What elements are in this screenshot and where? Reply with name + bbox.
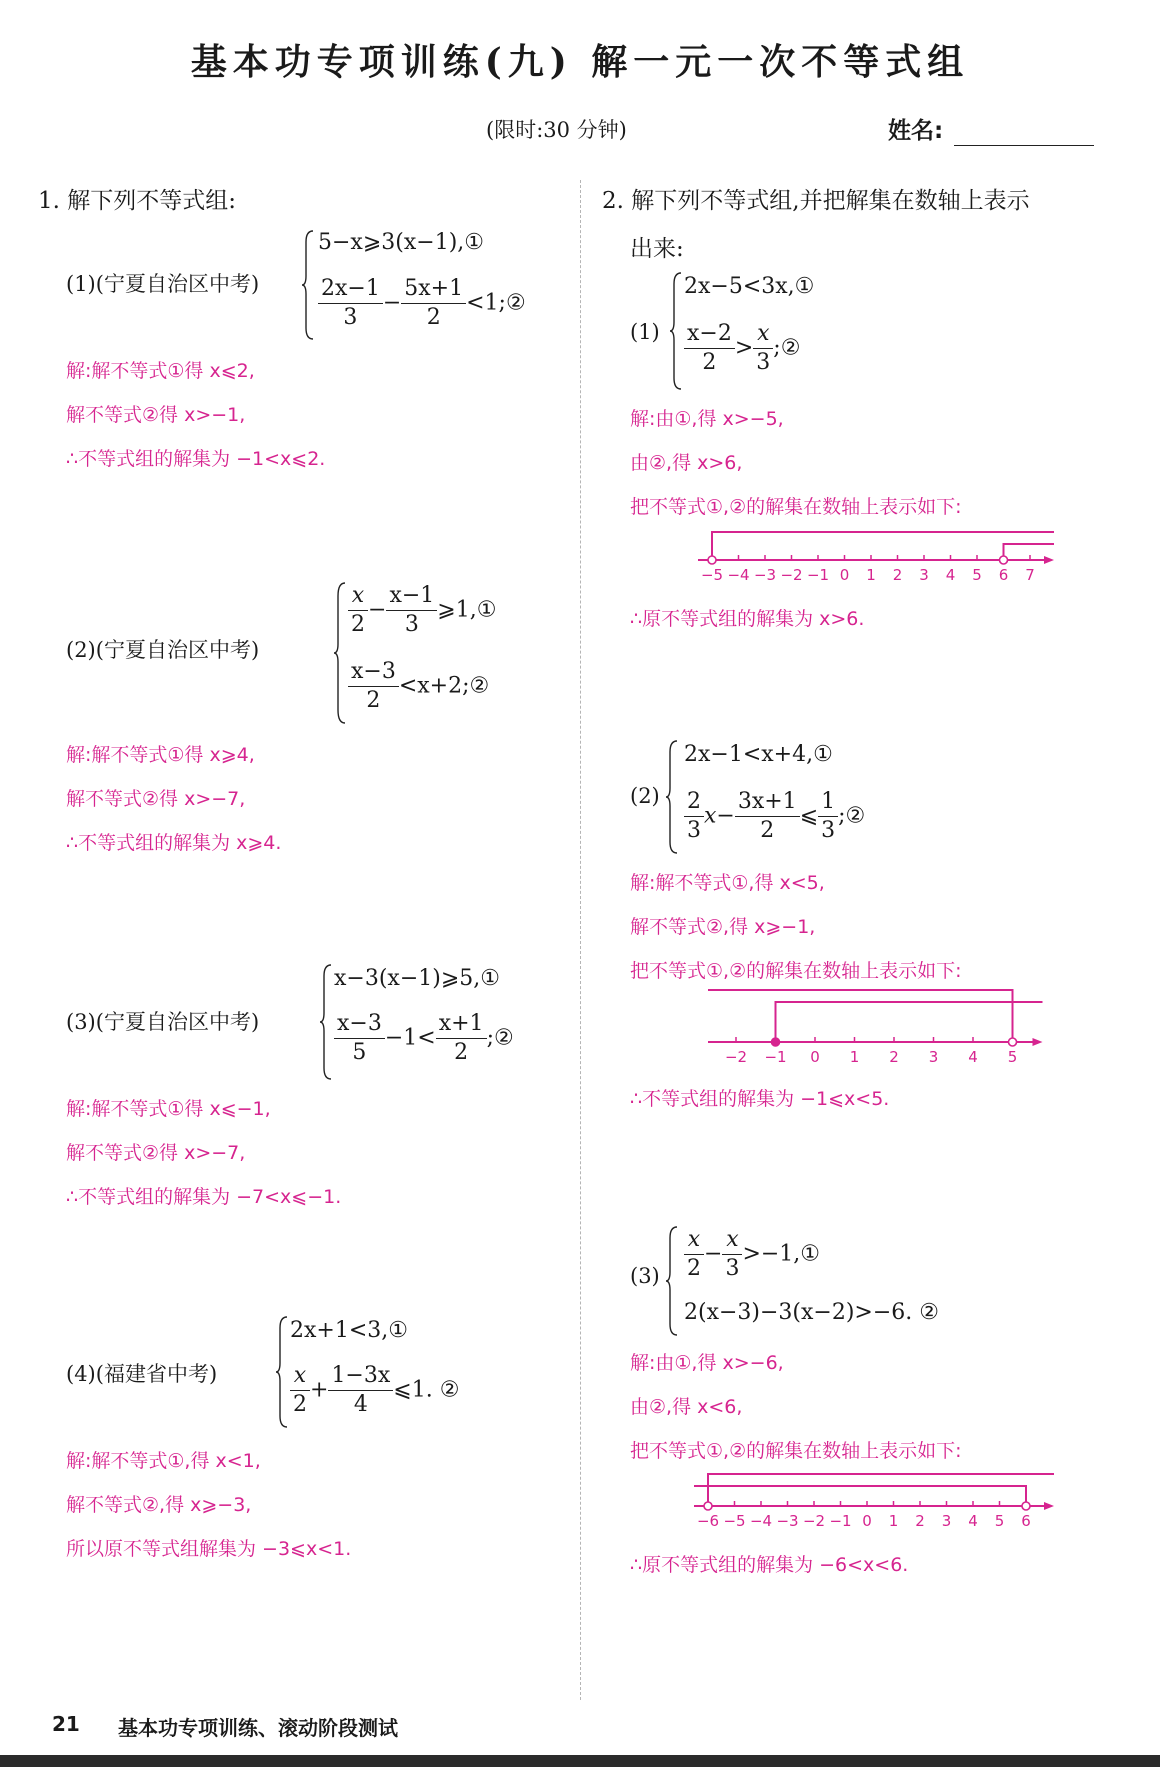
q1-p2-solution-2: 解不等式②得 x>−7, — [66, 788, 246, 810]
q2-p3-number-line — [686, 1470, 1086, 1530]
operator: − — [382, 290, 402, 316]
tick-label: −3 — [753, 566, 777, 584]
fraction — [722, 1228, 742, 1281]
fraction — [290, 1364, 310, 1417]
tick-label: −4 — [727, 566, 750, 584]
q1-p3-solution-2: 解不等式②得 x>−7, — [66, 1142, 246, 1164]
denominator: 2 — [366, 688, 381, 714]
q2-p1-solution-1: 解:由①,得 x>−5, — [630, 408, 784, 430]
open-endpoint — [1022, 1502, 1030, 1510]
operator: x− — [704, 803, 735, 829]
q2-heading: 2. 解下列不等式组,并把解集在数轴上表示 — [602, 188, 1030, 214]
q1-p2-line2 — [348, 660, 489, 713]
solution-range — [708, 1474, 1054, 1506]
q1-p1-solution-3: ∴不等式组的解集为 −1<x⩽2. — [66, 448, 326, 470]
q2-p3-solution-2: 由②,得 x<6, — [630, 1396, 743, 1418]
q1-p2-brace — [334, 582, 346, 724]
numerator: 5x+1 — [401, 277, 466, 304]
bottom-bar — [0, 1755, 1160, 1767]
tick-label: −2 — [724, 1048, 748, 1066]
q2-p2-line2 — [684, 790, 865, 843]
q2-p2-solution-4: ∴不等式组的解集为 −1⩽x<5. — [630, 1088, 890, 1110]
q1-p1-brace — [302, 230, 314, 340]
inequality-tail: ;② — [838, 803, 866, 829]
fraction — [684, 1228, 704, 1281]
tick-label: 6 — [1021, 1512, 1031, 1530]
tick-label: 4 — [945, 566, 956, 584]
numerator: x — [753, 322, 773, 349]
q2-p1-line2 — [684, 322, 800, 375]
denominator: 3 — [687, 818, 701, 844]
q2-heading-continued: 出来: — [630, 236, 684, 262]
numerator: x — [722, 1228, 742, 1255]
numerator: x−2 — [684, 322, 735, 349]
name-label: 姓名: — [888, 118, 944, 144]
fraction — [334, 1012, 385, 1065]
q2-p3-solution-4: ∴原不等式组的解集为 −6<x<6. — [630, 1554, 909, 1576]
fraction — [818, 790, 838, 843]
q2-p3-solution-1: 解:由①,得 x>−6, — [630, 1352, 784, 1374]
q2-p3-line2: 2(x−3)−3(x−2)>−6. ② — [684, 1300, 940, 1325]
tick-label: −4 — [749, 1512, 773, 1530]
denominator: 2 — [293, 1392, 307, 1418]
q1-p4-solution-3: 所以原不等式组解集为 −3⩽x<1. — [66, 1538, 352, 1560]
fraction — [753, 322, 773, 375]
open-endpoint — [708, 556, 716, 564]
tick-label: 2 — [889, 1048, 899, 1066]
tick-label: 2 — [915, 1512, 925, 1530]
numerator: 2x−1 — [318, 277, 383, 304]
operator: > — [734, 335, 754, 361]
operator: − — [368, 597, 387, 623]
tick-label: 5 — [994, 1512, 1005, 1530]
q2-p1-label: (1) — [630, 320, 660, 344]
fraction — [684, 322, 735, 375]
q2-p1-number-line — [680, 528, 1080, 588]
closed-endpoint — [772, 1038, 780, 1046]
operator: + — [310, 1377, 329, 1403]
tick-label: 0 — [810, 1048, 820, 1066]
tick-label: 1 — [888, 1512, 899, 1530]
tick-label: 6 — [998, 566, 1009, 584]
solution-range — [708, 990, 1013, 1042]
q1-p4-solution-2: 解不等式②,得 x⩾−3, — [66, 1494, 252, 1516]
page-number: 21 — [52, 1712, 80, 1736]
tick-label: −1 — [806, 566, 830, 584]
operator: −1< — [384, 1025, 436, 1051]
inequality-tail: ;② — [773, 335, 801, 361]
q1-p2-solution-1: 解:解不等式①得 x⩾4, — [66, 744, 255, 766]
tick-label: 3 — [919, 566, 929, 584]
q2-p2-solution-2: 解不等式②,得 x⩾−1, — [630, 916, 816, 938]
q2-p1-solution-3: 把不等式①,②的解集在数轴上表示如下: — [630, 496, 962, 518]
tick-label: 0 — [862, 1512, 872, 1530]
column-divider — [580, 180, 581, 1700]
q2-p2-solution-3: 把不等式①,②的解集在数轴上表示如下: — [630, 960, 962, 982]
tick-label: −1 — [764, 1048, 787, 1066]
q1-p1-line1: 5−x⩾3(x−1),① — [318, 230, 484, 255]
numerator: 1 — [818, 790, 838, 817]
q1-p4-line2 — [290, 1364, 459, 1417]
denominator: 3 — [821, 818, 836, 844]
q2-p3-line1 — [684, 1228, 820, 1281]
numerator: x+1 — [436, 1012, 487, 1039]
q2-p2-label: (2) — [630, 784, 660, 808]
tick-label: 7 — [1025, 566, 1035, 584]
inequality-tail: <1;② — [466, 290, 526, 316]
tick-label: 4 — [968, 1512, 978, 1530]
q1-p3-line1: x−3(x−1)⩾5,① — [334, 966, 500, 991]
denominator: 2 — [454, 1040, 469, 1066]
numerator: x — [290, 1364, 310, 1391]
open-endpoint — [1000, 556, 1008, 564]
q2-p1-line1: 2x−5<3x,① — [684, 274, 815, 299]
tick-label: 4 — [968, 1048, 978, 1066]
numerator: 2 — [684, 790, 704, 817]
fraction — [318, 277, 383, 330]
page-title: 基本功专项训练(九) 解一元一次不等式组 — [190, 41, 970, 83]
numerator: x — [348, 584, 368, 611]
tick-label: 5 — [1007, 1048, 1018, 1066]
q2-p1-solution-4: ∴原不等式组的解集为 x>6. — [630, 608, 865, 630]
q2-p2-number-line — [700, 990, 1060, 1066]
fraction — [328, 1364, 393, 1417]
q1-heading: 1. 解下列不等式组: — [38, 188, 237, 214]
numerator: x−1 — [386, 584, 437, 611]
tick-label: −2 — [780, 566, 803, 584]
inequality-tail: >−1,① — [742, 1241, 821, 1267]
inequality-tail: <x+2;② — [398, 673, 490, 699]
fraction — [348, 660, 399, 713]
footer-text: 基本功专项训练、滚动阶段测试 — [118, 1716, 398, 1740]
tick-label: −2 — [802, 1512, 826, 1530]
q1-p4-brace — [276, 1316, 288, 1428]
name-blank-line — [954, 145, 1094, 146]
denominator: 2 — [687, 1256, 701, 1282]
q1-p4-solution-1: 解:解不等式①,得 x<1, — [66, 1450, 261, 1472]
q1-p3-solution-3: ∴不等式组的解集为 −7<x⩽−1. — [66, 1186, 342, 1208]
tick-label: 5 — [972, 566, 982, 584]
q1-p3-label: (3)(宁夏自治区中考) — [66, 1010, 260, 1034]
axis-arrow — [1044, 556, 1054, 564]
q1-p2-label: (2)(宁夏自治区中考) — [66, 638, 260, 662]
numerator: x−3 — [348, 660, 399, 687]
q2-p2-line1: 2x−1<x+4,① — [684, 742, 833, 767]
tick-label: −5 — [700, 566, 724, 584]
q1-p1-label: (1)(宁夏自治区中考) — [66, 272, 260, 296]
q1-p1-solution-2: 解不等式②得 x>−1, — [66, 404, 246, 426]
tick-label: −5 — [723, 1512, 746, 1530]
q2-p2-brace — [666, 740, 678, 854]
tick-label: 3 — [941, 1512, 952, 1530]
tick-label: 3 — [928, 1048, 939, 1066]
denominator: 2 — [760, 818, 775, 844]
tick-label: 0 — [839, 566, 850, 584]
denominator: 3 — [404, 612, 419, 638]
tick-label: −3 — [776, 1512, 799, 1530]
denominator: 4 — [353, 1392, 368, 1418]
q1-p2-line1 — [348, 584, 496, 637]
fraction — [401, 277, 466, 330]
tick-label: −6 — [696, 1512, 720, 1530]
numerator: x−3 — [334, 1012, 385, 1039]
inequality-tail: ⩾1,① — [437, 597, 497, 623]
q1-p3-solution-1: 解:解不等式①得 x⩽−1, — [66, 1098, 271, 1120]
q2-p1-brace — [670, 272, 682, 390]
fraction — [735, 790, 800, 843]
numerator: 3x+1 — [735, 790, 800, 817]
q1-p1-line2 — [318, 277, 526, 330]
denominator: 3 — [343, 305, 358, 331]
denominator: 5 — [352, 1040, 367, 1066]
denominator: 2 — [351, 612, 365, 638]
open-endpoint — [1009, 1038, 1017, 1046]
q2-p3-solution-3: 把不等式①,②的解集在数轴上表示如下: — [630, 1440, 962, 1462]
fraction — [348, 584, 368, 637]
tick-label: −1 — [829, 1512, 852, 1530]
fraction — [684, 790, 704, 843]
tick-label: 2 — [892, 566, 903, 584]
q1-p4-line1: 2x+1<3,① — [290, 1318, 408, 1343]
fraction — [386, 584, 437, 637]
q1-p1-solution-1: 解:解不等式①得 x⩽2, — [66, 360, 255, 382]
numerator: x — [684, 1228, 704, 1255]
solution-range — [776, 1002, 1043, 1042]
q2-p3-label: (3) — [630, 1264, 660, 1288]
numerator: 1−3x — [328, 1364, 393, 1391]
q1-p4-label: (4)(福建省中考) — [66, 1362, 218, 1386]
axis-arrow — [1033, 1038, 1043, 1046]
solution-range — [694, 1486, 1026, 1506]
denominator: 2 — [702, 350, 717, 376]
denominator: 3 — [725, 1256, 740, 1282]
tick-label: 1 — [866, 566, 876, 584]
axis-arrow — [1044, 1502, 1054, 1510]
denominator: 3 — [756, 350, 771, 376]
q1-p3-line2 — [334, 1012, 514, 1065]
denominator: 2 — [426, 305, 441, 331]
time-limit: (限时:30 分钟) — [486, 118, 627, 142]
fraction — [436, 1012, 487, 1065]
q2-p3-brace — [666, 1226, 678, 1336]
tick-label: 1 — [849, 1048, 860, 1066]
operator: ⩽ — [799, 803, 819, 829]
inequality-tail: ⩽1. ② — [393, 1377, 460, 1403]
q2-p2-solution-1: 解:解不等式①,得 x<5, — [630, 872, 825, 894]
operator: − — [704, 1241, 723, 1267]
inequality-tail: ;② — [486, 1025, 514, 1051]
open-endpoint — [704, 1502, 712, 1510]
q1-p2-solution-3: ∴不等式组的解集为 x⩾4. — [66, 832, 282, 854]
q2-p1-solution-2: 由②,得 x>6, — [630, 452, 743, 474]
q1-p3-brace — [320, 964, 332, 1080]
